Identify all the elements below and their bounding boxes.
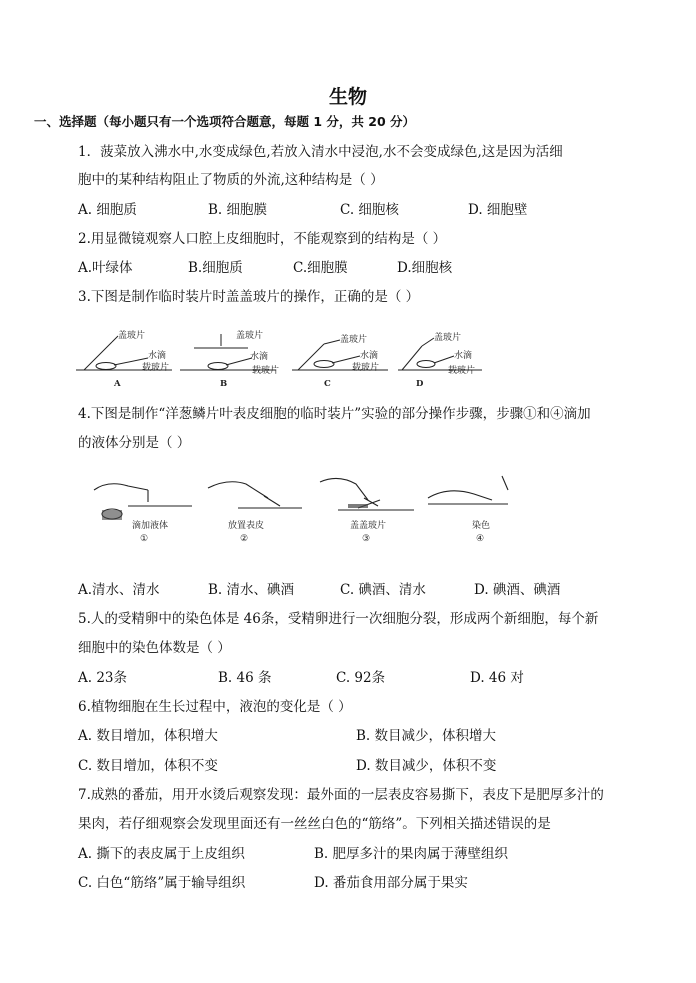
question-2-text: 2.用显微镜观察人口腔上皮细胞时，不能观察到的结构是（ ） [78, 231, 447, 247]
question-5-option-a: A. 23条 [78, 670, 128, 686]
step-2-num: ② [240, 534, 249, 544]
question-1-text: 1．菠菜放入沸水中,水变成绿色,若放入清水中浸泡,水不会变成绿色,这是因为活细 [78, 144, 563, 160]
label-water-drop-a: 水滴 [148, 351, 167, 361]
label-water-drop-c: 水滴 [360, 351, 379, 361]
question-1-option-a: A. 细胞质 [78, 202, 137, 218]
question-1-text-cont: 胞中的某种结构阻止了物质的外流,这种结构是（ ） [78, 172, 384, 188]
label-cover-slip-d: 盖玻片 [434, 333, 462, 343]
question-7-option-d: D. 番茄食用部分属于果实 [314, 875, 468, 891]
question-3-text: 3.下图是制作临时装片时盖盖玻片的操作，正确的是（ ） [78, 289, 420, 305]
question-4-text-cont: 的液体分别是（ ） [78, 435, 191, 451]
step-1-num: ① [140, 534, 149, 544]
label-slide-c: 载玻片 [352, 363, 380, 373]
question-4-option-c: C. 碘酒、清水 [340, 582, 426, 598]
step-3-num: ③ [362, 534, 371, 544]
question-4-option-a: A.清水、清水 [78, 582, 160, 598]
step-4-label: 染色 [472, 521, 491, 531]
question-5-option-b: B. 46 条 [218, 670, 272, 686]
question-6-option-d: D. 数目减少，体积不变 [356, 758, 497, 774]
step-1-label: 滴加液体 [132, 521, 169, 531]
question-5-text: 5.人的受精卵中的染色体是 46条，受精卵进行一次细胞分裂，形成两个新细胞，每个新 [78, 611, 599, 627]
question-4-option-d: D. 碘酒、碘酒 [474, 582, 561, 598]
step-3-label: 盖盖玻片 [350, 521, 387, 531]
label-slide-d: 载玻片 [448, 366, 476, 376]
label-cover-slip-c: 盖玻片 [340, 335, 368, 345]
question-6-text: 6.植物细胞在生长过程中，液泡的变化是（ ） [78, 699, 352, 715]
label-slide-b: 载玻片 [252, 366, 280, 376]
question-5-option-d: D. 46 对 [470, 670, 524, 686]
label-cover-slip-a: 盖玻片 [118, 331, 146, 341]
question-2-option-d: D.细胞核 [397, 260, 453, 276]
label-cover-slip-b: 盖玻片 [236, 331, 264, 341]
question-7-option-a: A. 撕下的表皮属于上皮组织 [78, 846, 245, 862]
question-1-option-d: D. 细胞壁 [468, 202, 528, 218]
question-2-option-c: C.细胞膜 [293, 260, 348, 276]
slide-prep-figure [88, 470, 528, 546]
question-4-option-b: B. 清水、碘酒 [208, 582, 295, 598]
question-2-option-b: B.细胞质 [188, 260, 243, 276]
label-slide-a: 载玻片 [142, 363, 170, 373]
question-5-text-cont: 细胞中的染色体数是（ ） [78, 640, 231, 656]
label-option-a: A [114, 379, 121, 389]
question-6-option-c: C. 数目增加，体积不变 [78, 758, 218, 774]
question-1-option-b: B. 细胞膜 [208, 202, 268, 218]
page-title: 生物 [328, 86, 367, 108]
label-option-d: D [416, 379, 424, 389]
question-7-option-c: C. 白色“筋络”属于输导组织 [78, 875, 246, 891]
step-4-num: ④ [476, 534, 485, 544]
step-2-label: 放置表皮 [228, 521, 265, 531]
label-water-drop-b: 水滴 [250, 352, 269, 362]
label-option-b: B [220, 379, 228, 389]
question-4-text: 4.下图是制作“洋葱鳞片叶表皮细胞的临时装片”实验的部分操作步骤，步骤①和④滴加 [78, 406, 591, 422]
label-water-drop-d: 水滴 [454, 351, 473, 361]
question-5-option-c: C. 92条 [336, 670, 386, 686]
question-2-option-a: A.叶绿体 [78, 260, 133, 276]
label-option-c: C [324, 379, 331, 389]
question-7-text: 7.成熟的番茄，用开水烫后观察发现：最外面的一层表皮容易撕下，表皮下是肥厚多汁的 [78, 787, 604, 803]
question-6-option-b: B. 数目减少，体积增大 [356, 728, 497, 744]
question-6-option-a: A. 数目增加，体积增大 [78, 728, 218, 744]
question-7-option-b: B. 肥厚多汁的果肉属于薄壁组织 [314, 846, 509, 862]
section-heading: 一、选择题（每小题只有一个选项符合题意，每题 1 分，共 20 分） [34, 114, 416, 129]
cover-slip-figure [76, 328, 486, 392]
question-7-text-cont: 果肉，若仔细观察会发现里面还有一丝丝白色的“筋络”。下列相关描述错误的是 [78, 816, 551, 832]
question-1-option-c: C. 细胞核 [340, 202, 399, 218]
